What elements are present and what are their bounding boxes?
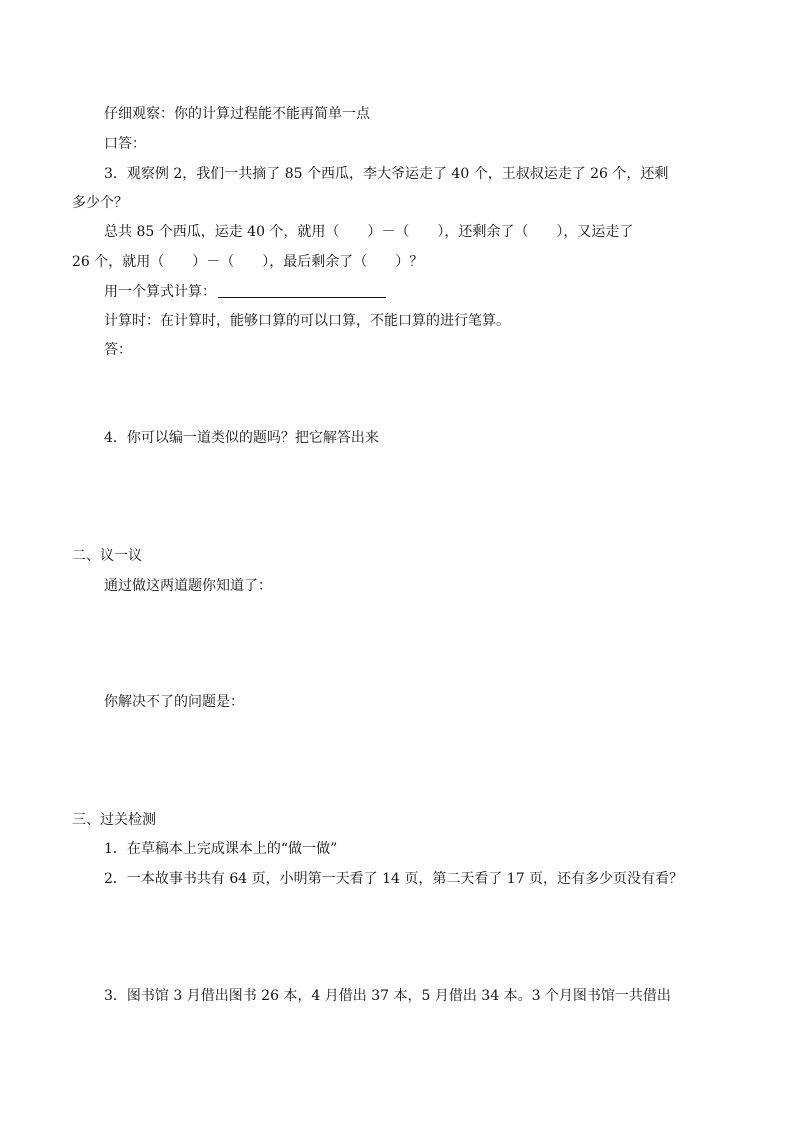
fill-in-line-1: 总共 85 个西瓜，运走 40 个，就用（ ）－（ ），还剩余了（ ），又运走了 <box>104 224 634 240</box>
question-3-line-1: 3．观察例 2，我们一共摘了 85 个西瓜，李大爷运走了 40 个，王叔叔运走了 26 个，还剩 <box>104 166 669 182</box>
oral-answer-label: 口答： <box>104 136 146 152</box>
learned-prompt: 通过做这两道题你知道了： <box>104 578 272 594</box>
formula-line <box>104 282 386 302</box>
calculation-note: 计算时：在计算时，能够口算的可以口算，不能口算的进行笔算。 <box>104 313 510 329</box>
fill-in-line-2: 26 个，就用（ ）－（ ），最后剩余了（ ）？ <box>72 254 424 270</box>
answer-label: 答： <box>104 342 132 358</box>
formula-label: 用一个算式计算： <box>104 284 216 300</box>
check-item-1: 1．在草稿本上完成课本上的“做一做” <box>104 841 338 857</box>
question-4: 4．你可以编一道类似的题吗？把它解答出来 <box>104 430 379 446</box>
formula-answer-blank[interactable] <box>218 283 386 298</box>
question-3-line-2: 多少个？ <box>72 195 128 211</box>
section-3-heading: 三、过关检测 <box>72 812 156 828</box>
check-item-3: 3．图书馆 3 月借出图书 26 本，4 月借出 37 本，5 月借出 34 本。3 个月图书馆一共借出 <box>104 988 671 1004</box>
observe-prompt: 仔细观察：你的计算过程能不能再简单一点 <box>104 106 370 122</box>
section-2-heading: 二、议一议 <box>72 548 142 564</box>
check-item-2: 2．一本故事书共有 64 页，小明第一天看了 14 页，第二天看了 17 页，还有多少页没有看？ <box>104 871 684 887</box>
unsolved-prompt: 你解决不了的问题是： <box>104 694 244 710</box>
